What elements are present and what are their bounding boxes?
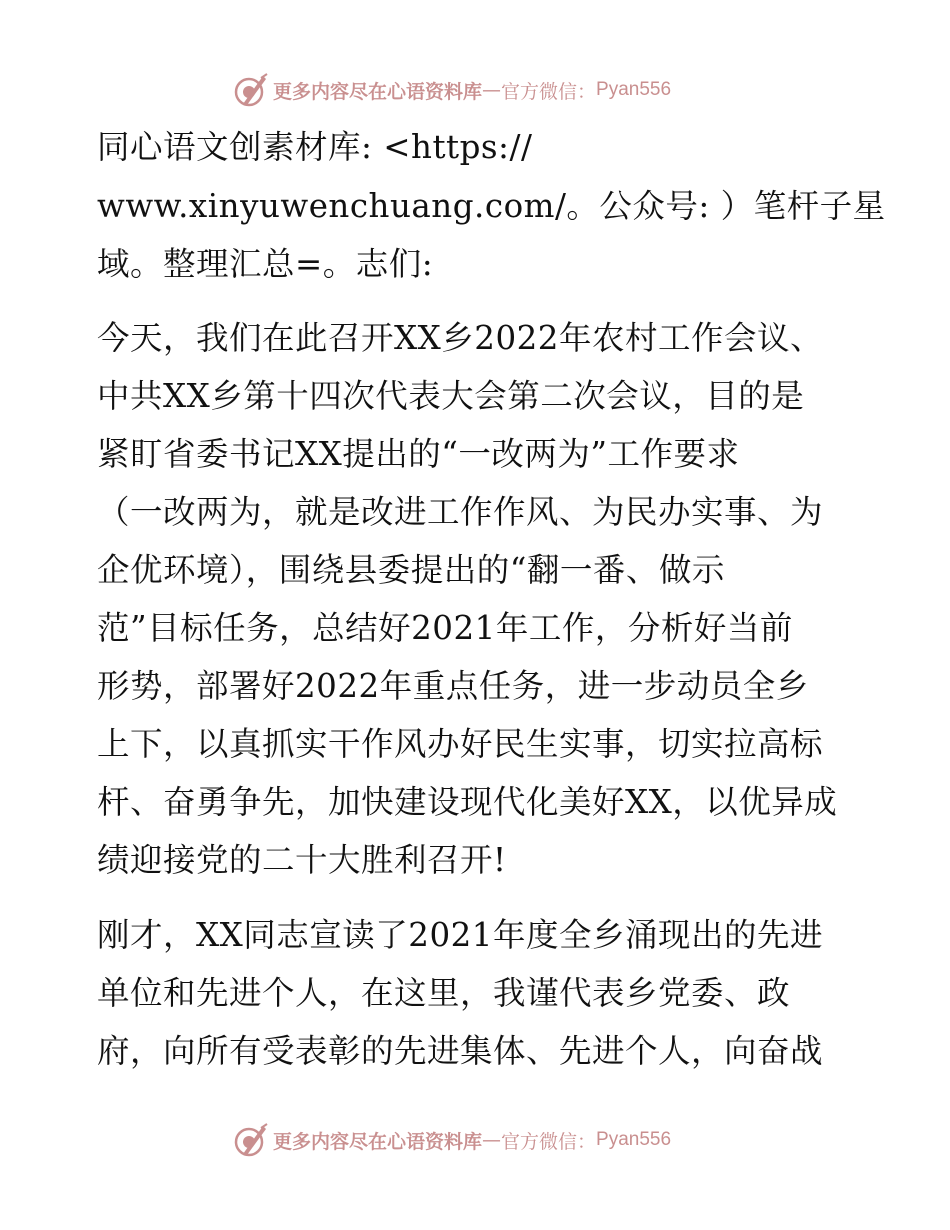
watermark-account: Pyan556	[596, 79, 672, 100]
paragraph-2-line-8: 上下，以真抓实干作风办好民生实事，切实拉高标	[97, 725, 824, 763]
paragraph-1-line-1: 同心语文创素材库: <https://	[97, 128, 533, 166]
paragraph-3-line-2: 单位和先进个人，在这里，我谨代表乡党委、政	[97, 974, 791, 1012]
paragraph-2-line-4: （一改两为，就是改进工作作风、为民办实事、为	[97, 493, 824, 531]
paragraph-2-line-7: 形势，部署好2022年重点任务，进一步动员全乡	[97, 667, 809, 705]
paragraph-2-line-5: 企优环境），围绕县委提出的“翻一番、做示	[97, 551, 725, 589]
paragraph-3-line-1: 刚才，XX同志宣读了2021年度全乡涌现出的先进	[97, 916, 823, 954]
paragraph-2-line-2: 中共XX乡第十四次代表大会第二次会议，目的是	[97, 377, 805, 415]
paragraph-1-line-2: www.xinyuwenchuang.com/。公众号: ）笔杆子星	[97, 187, 886, 225]
watermark-account: Pyan556	[596, 1129, 672, 1150]
paragraph-2-line-10: 绩迎接党的二十大胜利召开!	[97, 841, 507, 879]
paragraph-3-line-3: 府，向所有受表彰的先进集体、先进个人，向奋战	[97, 1032, 824, 1070]
watermark-dash: —	[482, 79, 502, 101]
paragraph-2-line-1: 今天，我们在此召开XX乡2022年农村工作会议、	[97, 319, 823, 357]
watermark-main-text: 更多内容尽在心语资料库	[273, 80, 483, 103]
watermark-sub-text: 官方微信：	[501, 1130, 597, 1153]
paragraph-1-line-3: 域。整理汇总=。志们:	[97, 245, 434, 283]
watermark-dash: —	[482, 1129, 502, 1151]
quill-logo-icon	[233, 1122, 269, 1158]
watermark-main-text: 更多内容尽在心语资料库	[273, 1130, 483, 1153]
paragraph-2-line-3: 紧盯省委书记XX提出的“一改两为”工作要求	[97, 435, 740, 473]
paragraph-2-line-9: 杆、奋勇争先，加快建设现代化美好XX，以优异成	[97, 783, 838, 821]
paragraph-2-line-6: 范”目标任务，总结好2021年工作，分析好当前	[97, 609, 793, 647]
watermark-sub-text: 官方微信：	[501, 80, 597, 103]
footer-watermark	[233, 1120, 753, 1160]
quill-logo-icon	[233, 72, 269, 108]
header-watermark	[233, 70, 753, 110]
